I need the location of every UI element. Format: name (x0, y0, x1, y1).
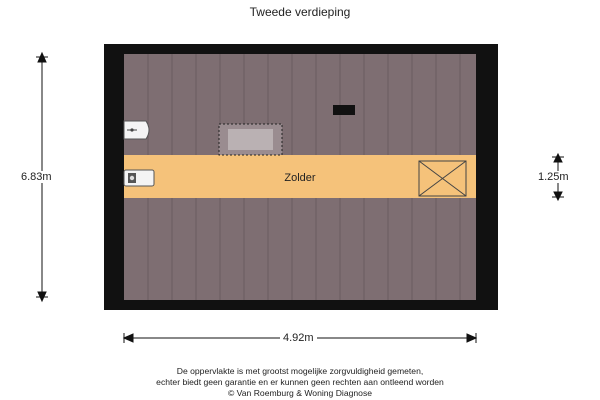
vent-marker (333, 105, 355, 115)
height-label: 6.83m (21, 171, 52, 183)
disclaimer-line: echter biedt geen garantie en er kunnen geen rechten aan ontleend worden (156, 377, 444, 387)
width-label: 4.92m (280, 332, 317, 344)
disclaimer (0, 366, 600, 399)
room-label-zolder: Zolder (284, 172, 316, 184)
sink-icon (124, 121, 149, 139)
skylight (219, 124, 282, 155)
disclaimer-line: De oppervlakte is met grootst mogelijke zorgvuldigheid gemeten, (176, 366, 424, 376)
band-height-label: 1.25m (538, 171, 569, 183)
copyright-line: © Van Roemburg & Woning Diagnose (227, 388, 373, 398)
plan-title: Tweede verdieping (249, 5, 351, 19)
